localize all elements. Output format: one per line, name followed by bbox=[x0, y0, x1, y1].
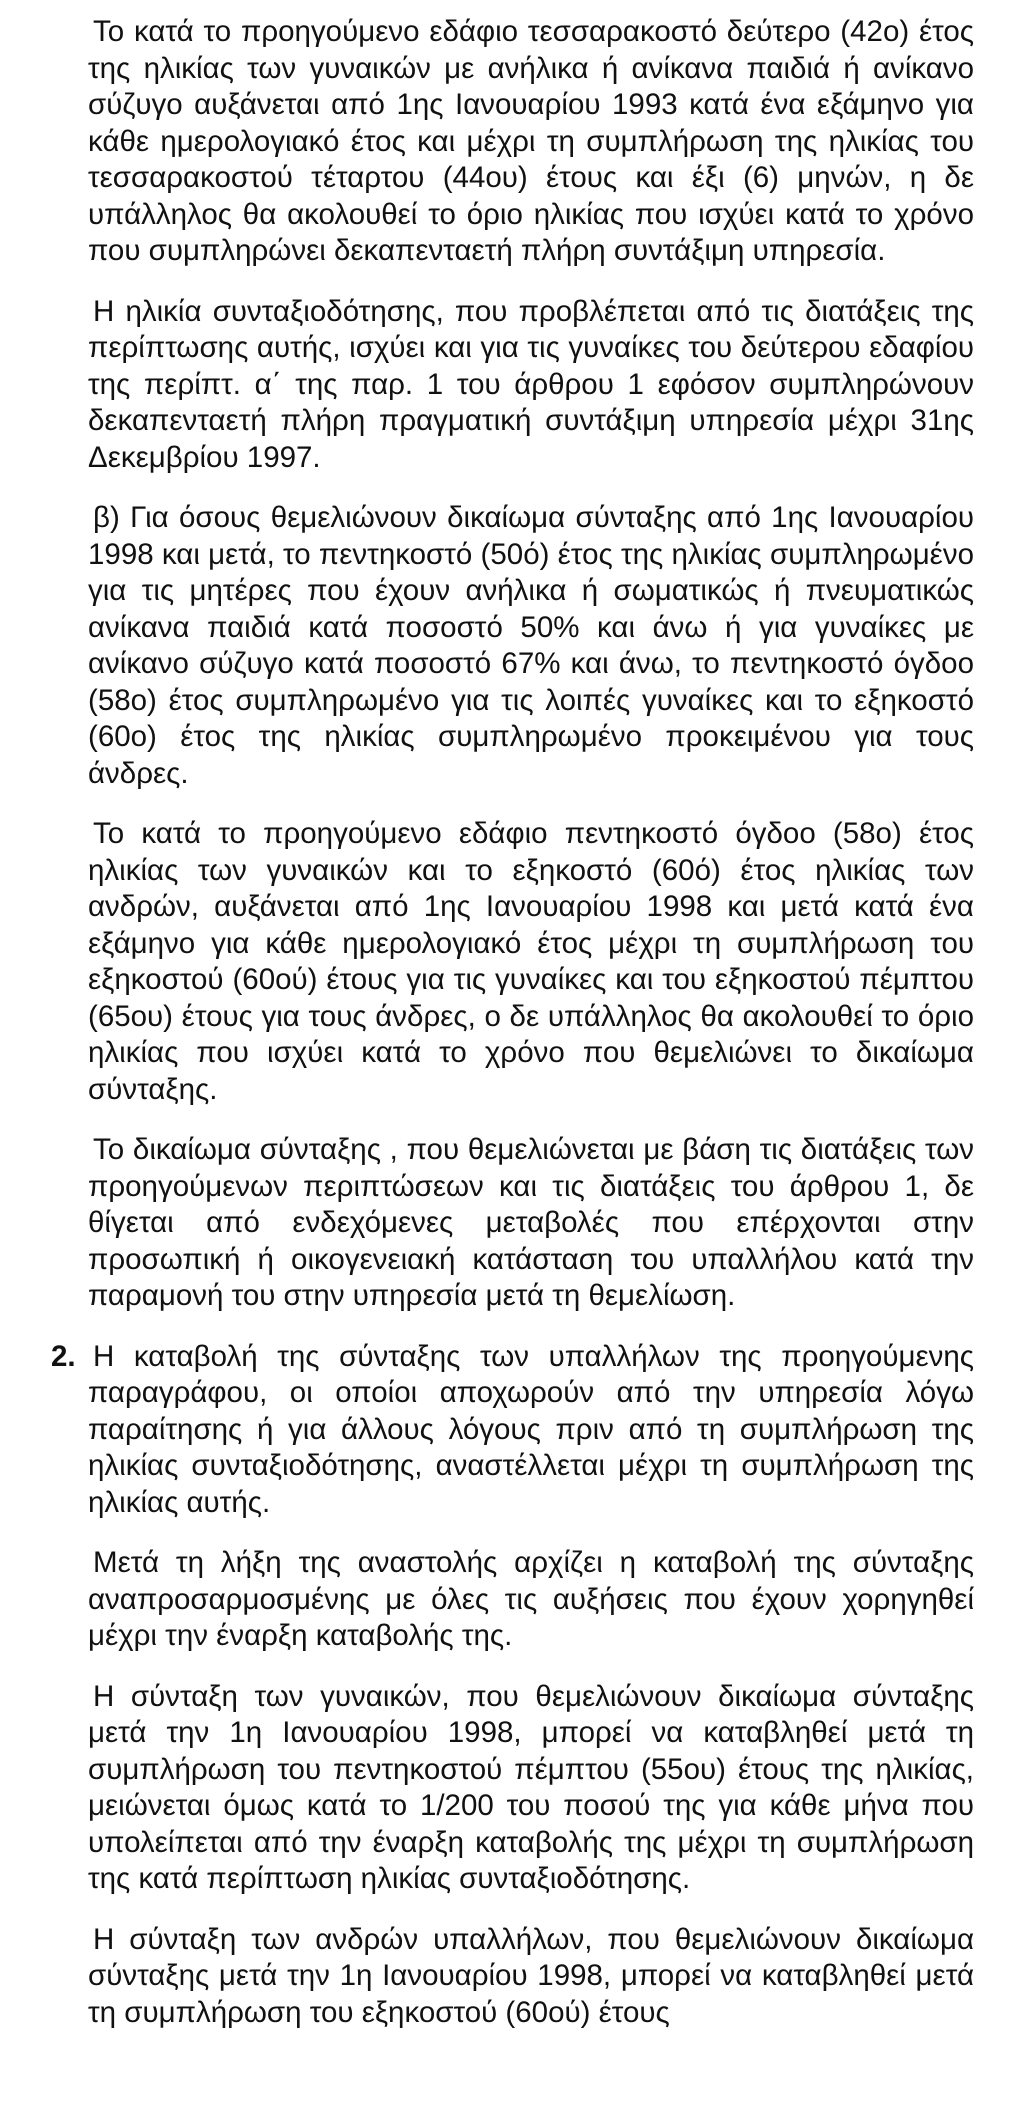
paragraph-retirement-age-applicability: Η ηλικία συνταξιοδότησης, που προβλέπεται από τις διατάξεις της περίπτωσης αυτής, ισχύει και για τις γυναίκες του δεύτερου εδαφίου της περίπτ. α΄ της παρ. 1 του άρθρου 1 εφόσον συμπληρώνουν δεκαπενταετή πλήρη πραγματική συντάξιμη υπηρεσία μέχρι 31ης Δεκεμβρίου 1997. bbox=[88, 294, 974, 474]
paragraph-number: 2. bbox=[51, 1339, 76, 1373]
paragraph-2 bbox=[51, 1339, 974, 1522]
paragraph-pension-right-unaffected: Το δικαίωμα σύνταξης , που θεμελιώνεται με βάση τις διατάξεις των προηγούμενων περιπτώσεων και τις διατάξεις του άρθρου 1, δε θίγεται από ενδεχόμενες μεταβολές που επέρχονται στην προσωπική ή οικογενειακή κατάσταση του υπαλλήλου κατά την παραμονή του στην υπηρεσία μετά τη θεμελίωση. bbox=[88, 1133, 974, 1312]
paragraph-2-text: Η καταβολή της σύνταξης των υπαλλήλων της προηγούμενης παραγράφου, οι οποίοι αποχωρούν από την υπηρεσία λόγω παραίτησης ή για άλλους λόγους πριν από τη συμπλήρωση της ηλικίας συνταξιοδότησης, αναστέλλεται μέχρι τη συμπλήρωση της ηλικίας αυτής. bbox=[88, 1339, 974, 1519]
paragraph-women-age-increase: Το κατά το προηγούμενο εδάφιο τεσσαρακοστό δεύτερο (42ο) έτος της ηλικίας των γυναικών με ανήλικα ή ανίκανα παιδιά ή ανίκανο σύζυγο αυξάνεται από 1ης Ιανουαρίου 1993 κατά ένα εξάμηνο για κάθε ημερολογιακό έτος και μέχρι τη συμπλήρωση της ηλικίας του τεσσαρακοστού τέταρτου (44ου) έτους και έξι (6) μηνών, η δε υπάλληλος θα ακολουθεί το όριο ηλικίας που ισχύει κατά το χρόνο που συμπληρώνει δεκαπενταετή πλήρη συντάξιμη υπηρεσία. bbox=[88, 15, 974, 267]
paragraph-men-early-pension: Η σύνταξη των ανδρών υπαλλήλων, που θεμελιώνουν δικαίωμα σύνταξης μετά την 1η Ιανουαρίου 1998, μπορεί να καταβληθεί μετά τη συμπλήρωση του εξηκοστού (60ού) έτους bbox=[88, 1922, 974, 2029]
paragraph-case-b: β) Για όσους θεμελιώνουν δικαίωμα σύνταξης από 1ης Ιανουαρίου 1998 και μετά, το πεντηκοστό (50ό) έτος της ηλικίας συμπληρωμένο για τις μητέρες που έχουν ανήλικα ή σωματικώς ή πνευματικώς ανίκανα παιδιά κατά ποσοστό 50% και άνω ή για γυναίκες με ανίκανο σύζυγο κατά ποσοστό 67% και άνω, το πεντηκοστό όγδοο (58ο) έτος συμπληρωμένο για τις λοιπές γυναίκες και το εξηκοστό (60ο) έτος της ηλικίας συμπληρωμένο προκειμένου για τους άνδρες. bbox=[88, 501, 974, 790]
paragraph-age-increase-1998: Το κατά το προηγούμενο εδάφιο πεντηκοστό όγδοο (58ο) έτος ηλικίας των γυναικών και το εξηκοστό (60ό) έτος ηλικίας των ανδρών, αυξάνεται από 1ης Ιανουαρίου 1998 και μετά κατά ένα εξάμηνο για κάθε ημερολογιακό έτος μέχρι τη συμπλήρωση του εξηκοστού (60ού) έτους για τις γυναίκες και του εξηκοστού πέμπτου (65ου) έτους για τους άνδρες, ο δε υπάλληλος θα ακολουθεί το όριο ηλικίας που ισχύει κατά το χρόνο που θεμελιώνει το δικαίωμα σύνταξης. bbox=[88, 817, 974, 1106]
paragraph-suspension-end: Μετά τη λήξη της αναστολής αρχίζει η καταβολή της σύνταξης αναπροσαρμοσμένης με όλες τις αυξήσεις που έχουν χορηγηθεί μέχρι την έναρξη καταβολής της. bbox=[88, 1546, 974, 1652]
paragraph-women-early-pension: Η σύνταξη των γυναικών, που θεμελιώνουν δικαίωμα σύνταξης μετά την 1η Ιανουαρίου 1998, μπορεί να καταβληθεί μετά τη συμπλήρωση του πεντηκοστού πέμπτου (55ου) έτους της ηλικίας, μειώνεται όμως κατά το 1/200 του ποσού της για κάθε μήνα που υπολείπεται από την έναρξη καταβολής της μέχρι τη συμπλήρωση της κατά περίπτωση ηλικίας συνταξιοδότησης. bbox=[88, 1679, 974, 1895]
